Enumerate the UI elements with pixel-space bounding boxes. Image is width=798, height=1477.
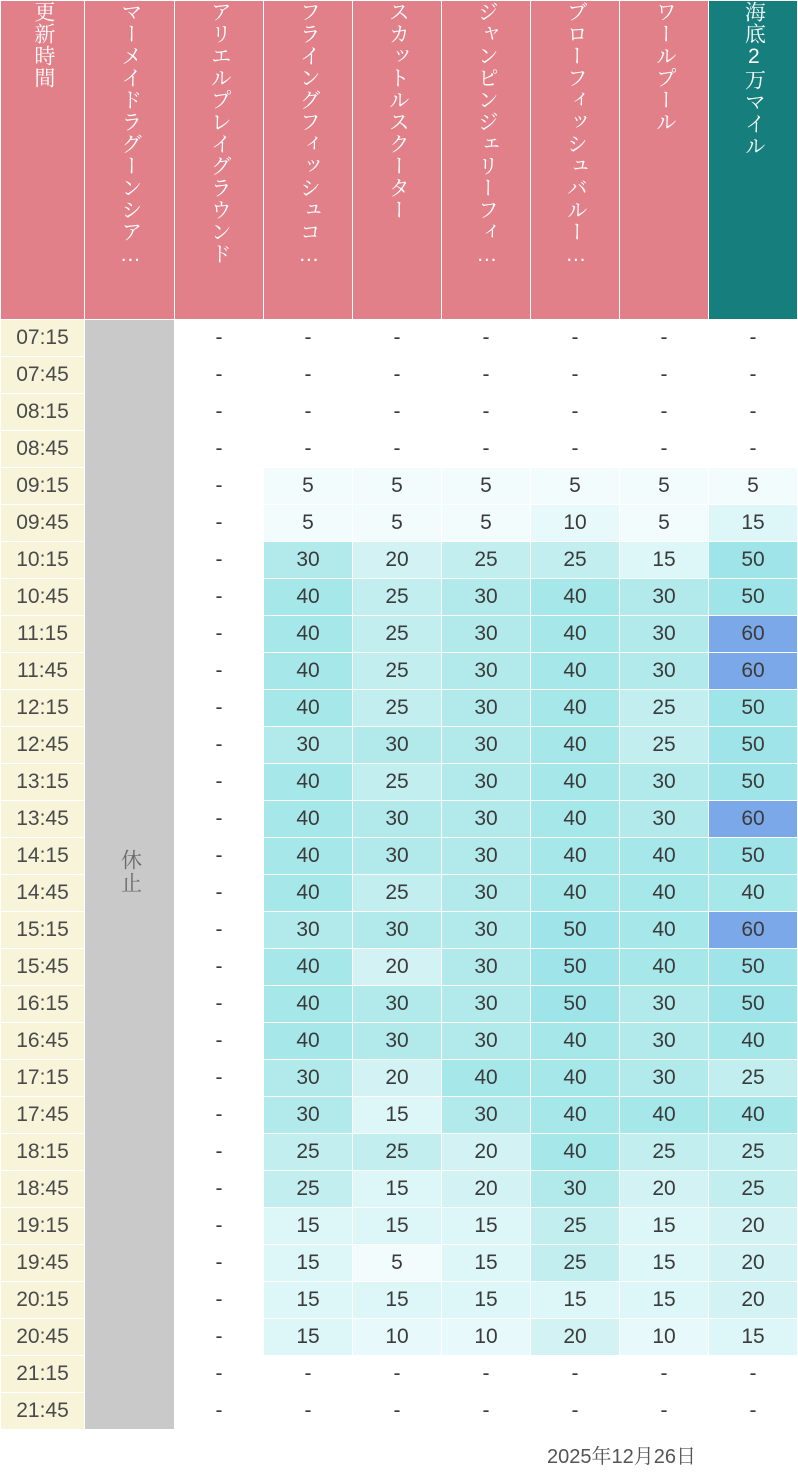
wait-time-cell: - [709,394,798,431]
wait-time-cell: 40 [531,653,620,690]
wait-time-cell: 5 [620,468,709,505]
wait-time-cell: 40 [531,1134,620,1171]
table-header [1,1,798,320]
row-time-label: 21:15 [1,1356,85,1393]
wait-time-cell: 30 [442,986,531,1023]
wait-time-cell: 30 [264,1097,353,1134]
wait-time-cell: 40 [531,1060,620,1097]
wait-time-cell: 30 [531,1171,620,1208]
wait-time-cell: - [353,320,442,357]
wait-time-cell: - [175,653,264,690]
wait-time-cell: - [620,1356,709,1393]
row-time-label: 21:45 [1,1393,85,1430]
wait-time-cell: 40 [531,616,620,653]
wait-time-cell: 5 [353,468,442,505]
wait-time-cell: 25 [709,1060,798,1097]
wait-time-cell: 15 [709,505,798,542]
wait-time-cell: 30 [353,1023,442,1060]
wait-time-cell: 50 [709,986,798,1023]
wait-time-cell: 50 [531,986,620,1023]
wait-time-cell: 15 [442,1208,531,1245]
row-time-label: 19:15 [1,1208,85,1245]
wait-time-cell: 20 [442,1134,531,1171]
wait-time-cell: 25 [620,1134,709,1171]
wait-time-cell: - [709,431,798,468]
wait-time-cell: 30 [442,764,531,801]
wait-time-cell: - [531,320,620,357]
column-header-attraction-2 [264,1,353,320]
wait-time-cell: 30 [442,801,531,838]
wait-time-cell: - [531,1393,620,1430]
wait-time-cell: - [620,357,709,394]
wait-time-cell: 5 [531,468,620,505]
wait-time-cell: - [175,986,264,1023]
row-time-label: 09:15 [1,468,85,505]
wait-time-cell: 40 [620,1097,709,1134]
wait-time-cell: 50 [709,542,798,579]
row-time-label: 11:45 [1,653,85,690]
wait-time-cell: 25 [353,690,442,727]
wait-time-cell: 40 [531,801,620,838]
wait-time-cell: 40 [264,579,353,616]
wait-time-cell: - [175,579,264,616]
wait-time-cell: - [264,394,353,431]
column-header-park-label: マーメイドラグーンシア… [118,1,142,267]
row-time-label: 08:15 [1,394,85,431]
row-time-label: 11:15 [1,616,85,653]
wait-time-cell: - [175,1134,264,1171]
wait-time-cell: - [175,690,264,727]
row-time-label: 18:45 [1,1171,85,1208]
wait-time-cell: 40 [531,838,620,875]
wait-time-cell: - [531,357,620,394]
wait-time-cell: 60 [709,801,798,838]
wait-time-cell: - [175,1097,264,1134]
wait-time-cell: - [175,1282,264,1319]
wait-time-cell: 30 [353,801,442,838]
wait-time-cell: - [175,394,264,431]
wait-time-cell: - [175,1393,264,1430]
wait-time-cell: 30 [442,616,531,653]
wait-time-cell: - [175,542,264,579]
wait-time-cell: 5 [264,468,353,505]
wait-time-cell: 25 [442,542,531,579]
wait-time-cell: 5 [442,468,531,505]
wait-time-cell: 50 [709,579,798,616]
wait-time-cell: 15 [620,1282,709,1319]
row-time-label: 13:15 [1,764,85,801]
wait-time-cell: 30 [620,616,709,653]
wait-time-cell: 40 [620,912,709,949]
wait-time-cell: - [709,1356,798,1393]
wait-time-cell: 30 [620,801,709,838]
wait-time-cell: 30 [442,1097,531,1134]
column-header-attraction-6-label: ワールプール [653,1,677,133]
wait-time-cell: - [175,912,264,949]
wait-time-cell: 20 [709,1282,798,1319]
wait-time-cell: 30 [442,912,531,949]
wait-time-cell: 25 [264,1134,353,1171]
wait-time-cell: 5 [620,505,709,542]
wait-time-cell: 50 [531,949,620,986]
wait-time-cell: 20 [353,1060,442,1097]
wait-time-cell: 5 [709,468,798,505]
wait-time-cell: 25 [353,875,442,912]
column-header-attraction-2-label: フライングフィッシュコ… [297,1,321,267]
wait-time-cell: 30 [264,542,353,579]
wait-time-cell: 20 [353,542,442,579]
wait-time-cell: 25 [264,1171,353,1208]
wait-time-cell: - [175,838,264,875]
column-header-attraction-7 [709,1,798,320]
table-body [1,320,798,1430]
wait-time-cell: 30 [442,653,531,690]
wait-time-cell: 40 [620,875,709,912]
wait-time-cell: 25 [620,727,709,764]
row-time-label: 19:45 [1,1245,85,1282]
wait-time-cell: - [264,320,353,357]
row-time-label: 20:15 [1,1282,85,1319]
wait-time-cell: 40 [442,1060,531,1097]
wait-time-cell: - [264,357,353,394]
wait-time-cell: 40 [531,875,620,912]
wait-time-cell: 30 [442,579,531,616]
wait-time-cell: 25 [709,1171,798,1208]
wait-time-cell: 30 [620,764,709,801]
wait-time-cell: 30 [264,727,353,764]
wait-time-cell: 5 [442,505,531,542]
wait-time-cell: 40 [264,764,353,801]
wait-time-cell: 40 [531,1023,620,1060]
row-time-label: 17:45 [1,1097,85,1134]
row-time-label: 16:45 [1,1023,85,1060]
row-time-label: 13:45 [1,801,85,838]
row-time-label: 09:45 [1,505,85,542]
wait-time-cell: 20 [442,1171,531,1208]
wait-time-cell: 15 [353,1282,442,1319]
header-row [1,1,798,320]
wait-time-cell: 40 [709,1097,798,1134]
wait-time-cell: 20 [531,1319,620,1356]
wait-time-cell: 40 [264,616,353,653]
wait-time-cell: - [175,764,264,801]
wait-time-cell: 30 [353,727,442,764]
wait-time-cell: 50 [709,838,798,875]
wait-time-cell: - [175,949,264,986]
wait-time-cell: 15 [442,1245,531,1282]
wait-time-cell: - [175,616,264,653]
wait-time-cell: 30 [442,690,531,727]
column-header-attraction-3-label: スカットルスクーター [386,1,410,221]
footer-date: 2025年12月26日 [0,1430,710,1477]
wait-time-cell: 20 [709,1245,798,1282]
row-time-label: 07:45 [1,357,85,394]
wait-time-cell: 25 [353,579,442,616]
row-time-label: 10:15 [1,542,85,579]
column-header-attraction-5-label: ブローフィッシュバルー… [564,1,588,267]
wait-time-cell: 30 [442,838,531,875]
wait-time-cell: 40 [709,875,798,912]
wait-time-cell: - [620,431,709,468]
row-time-label: 07:15 [1,320,85,357]
wait-time-cell: 15 [620,1245,709,1282]
wait-time-cell: 30 [353,986,442,1023]
wait-time-cell: 30 [442,727,531,764]
wait-time-cell: - [175,1208,264,1245]
wait-time-cell: - [709,1393,798,1430]
wait-time-cell: 30 [620,653,709,690]
wait-time-cell: 15 [264,1319,353,1356]
wait-time-cell: 20 [620,1171,709,1208]
column-header-attraction-1 [175,1,264,320]
wait-time-cell: 40 [620,838,709,875]
row-time-label: 20:45 [1,1319,85,1356]
wait-time-cell: 5 [353,1245,442,1282]
wait-time-cell: - [175,1023,264,1060]
column-header-park [85,1,175,320]
wait-time-cell: 25 [531,542,620,579]
wait-time-cell: 40 [531,579,620,616]
wait-time-cell: 60 [709,616,798,653]
wait-time-cell: 40 [620,949,709,986]
wait-time-cell: - [442,1393,531,1430]
wait-time-cell: 15 [353,1208,442,1245]
wait-time-cell: 40 [531,764,620,801]
wait-time-cell: 40 [264,1023,353,1060]
wait-time-cell: 15 [620,1208,709,1245]
wait-time-cell: - [175,1319,264,1356]
wait-time-cell: 40 [264,875,353,912]
wait-time-cell: 30 [442,1023,531,1060]
wait-time-cell: 60 [709,912,798,949]
wait-time-cell: - [442,431,531,468]
wait-time-cell: 40 [531,1097,620,1134]
wait-time-cell: 20 [353,949,442,986]
wait-time-cell: - [620,1393,709,1430]
wait-time-cell: 20 [709,1208,798,1245]
wait-time-cell: 25 [353,616,442,653]
wait-time-cell: - [175,727,264,764]
wait-time-cell: 25 [709,1134,798,1171]
wait-time-cell: 5 [353,505,442,542]
wait-time-cell: 25 [353,653,442,690]
row-time-label: 17:15 [1,1060,85,1097]
row-time-label: 10:45 [1,579,85,616]
wait-time-cell: - [353,394,442,431]
wait-time-cell: 25 [353,1134,442,1171]
wait-time-cell: 40 [264,690,353,727]
wait-time-cell: 15 [264,1208,353,1245]
wait-time-cell: - [175,1060,264,1097]
park-status-label: 休止 [118,848,142,895]
row-time-label: 15:45 [1,949,85,986]
wait-time-cell: 40 [264,986,353,1023]
wait-time-cell: - [175,320,264,357]
wait-time-cell: 25 [531,1208,620,1245]
wait-time-cell: 15 [709,1319,798,1356]
column-header-attraction-3 [353,1,442,320]
wait-time-cell: 15 [620,542,709,579]
wait-time-cell: - [442,394,531,431]
wait-time-cell: - [175,357,264,394]
wait-time-cell: 30 [620,1060,709,1097]
wait-time-cell: 50 [709,949,798,986]
row-time-label: 12:45 [1,727,85,764]
wait-time-cell: - [264,1356,353,1393]
wait-time-cell: - [264,1393,353,1430]
wait-time-cell: 30 [620,579,709,616]
column-header-attraction-4-label: ジャンピンジェリーフィ… [475,1,499,267]
column-header-attraction-7-label: 海底2万マイル [742,1,766,157]
wait-time-cell: 30 [442,875,531,912]
row-time-label: 18:15 [1,1134,85,1171]
wait-time-cell: 40 [264,801,353,838]
park-status-cell [85,320,175,1430]
wait-time-cell: - [264,431,353,468]
wait-time-cell: 40 [531,727,620,764]
row-time-label: 08:45 [1,431,85,468]
wait-time-cell: 30 [353,912,442,949]
wait-time-cell: 15 [353,1097,442,1134]
wait-time-cell: - [353,431,442,468]
wait-time-cell: - [175,1356,264,1393]
wait-time-cell: 10 [442,1319,531,1356]
wait-time-cell: - [353,1393,442,1430]
wait-time-cell: 30 [264,1060,353,1097]
wait-time-cell: - [353,357,442,394]
wait-time-cell: 50 [709,690,798,727]
column-header-time-label: 更新時間 [31,1,55,89]
wait-time-cell: - [709,357,798,394]
wait-time-cell: 15 [353,1171,442,1208]
wait-time-cell: 40 [531,690,620,727]
wait-time-cell: 60 [709,653,798,690]
wait-time-cell: 50 [531,912,620,949]
wait-time-cell: 30 [264,912,353,949]
wait-time-cell: 40 [264,838,353,875]
wait-time-cell: - [442,320,531,357]
wait-time-cell: 40 [709,1023,798,1060]
wait-time-cell: - [175,505,264,542]
column-header-time [1,1,85,320]
row-time-label: 16:15 [1,986,85,1023]
row-time-label: 12:15 [1,690,85,727]
wait-time-cell: 40 [264,653,353,690]
column-header-attraction-4 [442,1,531,320]
wait-time-cell: - [175,801,264,838]
wait-time-cell: 25 [620,690,709,727]
wait-time-cell: 10 [531,505,620,542]
wait-time-cell: 15 [442,1282,531,1319]
wait-time-cell: - [353,1356,442,1393]
wait-time-cell: 50 [709,727,798,764]
wait-time-cell: 30 [620,1023,709,1060]
wait-time-cell: 30 [442,949,531,986]
wait-time-cell: - [175,431,264,468]
wait-time-cell: - [531,431,620,468]
wait-time-cell: - [175,468,264,505]
wait-time-cell: - [709,320,798,357]
row-time-label: 14:45 [1,875,85,912]
wait-time-cell: 30 [353,838,442,875]
wait-time-cell: - [175,1245,264,1282]
wait-time-cell: 40 [264,949,353,986]
wait-time-cell: 5 [264,505,353,542]
wait-time-cell: 30 [620,986,709,1023]
wait-time-cell: - [175,1171,264,1208]
wait-time-cell: 10 [353,1319,442,1356]
wait-time-cell: 15 [264,1245,353,1282]
wait-time-cell: 25 [353,764,442,801]
wait-time-cell: - [442,1356,531,1393]
wait-time-cell: - [442,357,531,394]
table-row [1,320,798,357]
wait-time-cell: - [531,1356,620,1393]
row-time-label: 15:15 [1,912,85,949]
wait-time-cell: - [620,394,709,431]
wait-time-cell: 15 [264,1282,353,1319]
wait-time-cell: 15 [531,1282,620,1319]
wait-time-cell: - [531,394,620,431]
column-header-attraction-1-label: アリエルプレイグラウンド [208,1,232,265]
column-header-attraction-5 [531,1,620,320]
wait-time-cell: 10 [620,1319,709,1356]
column-header-attraction-6 [620,1,709,320]
wait-time-cell: - [175,875,264,912]
wait-time-cell: - [620,320,709,357]
wait-time-cell: 25 [531,1245,620,1282]
wait-time-cell: 50 [709,764,798,801]
row-time-label: 14:15 [1,838,85,875]
